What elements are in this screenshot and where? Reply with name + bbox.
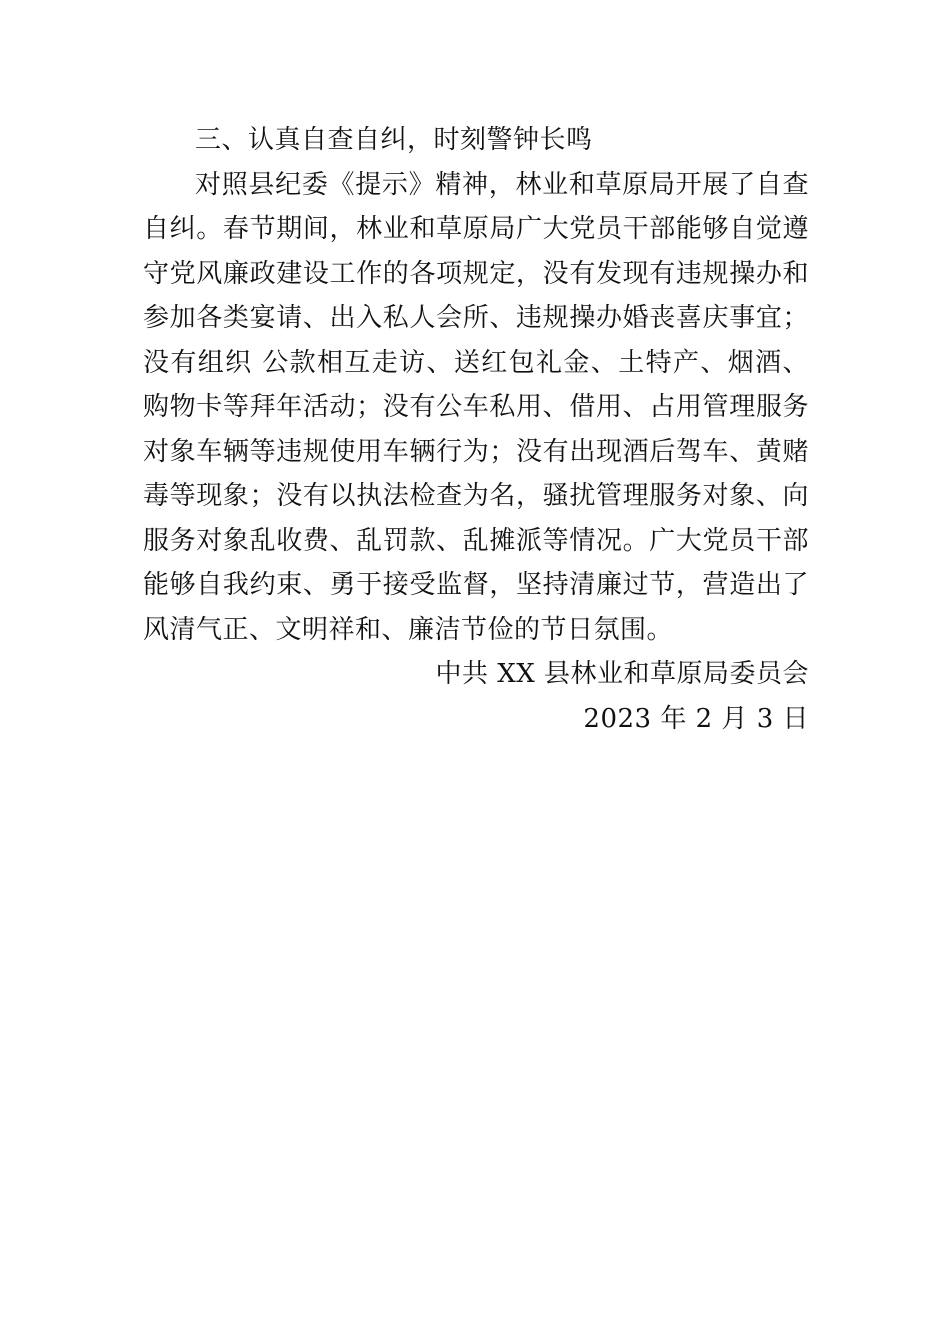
signature-date: 2023 年 2 月 3 日 [583, 703, 809, 734]
body-paragraph: 对照县纪委《提示》精神，林业和草原局开展了自查自纠。春节期间，林业和草原局广大党员干部能够自觉遵守党风廉政建设工作的各项规定，没有发现有违规操办和参加各类宴请、出入私人会所、违规操办婚丧喜庆事宜；没有组织 公款相互走访、送红包礼金、土特产、烟酒、购物卡等拜年活动；没有公车私用、借用、占用管理服务对象车辆等违规使用车辆行为；没有出现酒后驾车、黄赌毒等现象；没有以执法检查为名，骚扰管理服务对象、向服务对象乱收费、乱罚款、乱摊派等情况。广大党员干部能够自我约束、勇于接受监督，坚持清廉过节，营造出了风清气正、文明祥和、廉洁节俭的节日氛围。 [143, 169, 809, 645]
signature-organization: 中共 XX 县林业和草原局委员会 [435, 659, 809, 689]
section-heading: 三、认真自查自纠，时刻警钟长鸣 [195, 125, 593, 155]
document-body [143, 118, 809, 741]
